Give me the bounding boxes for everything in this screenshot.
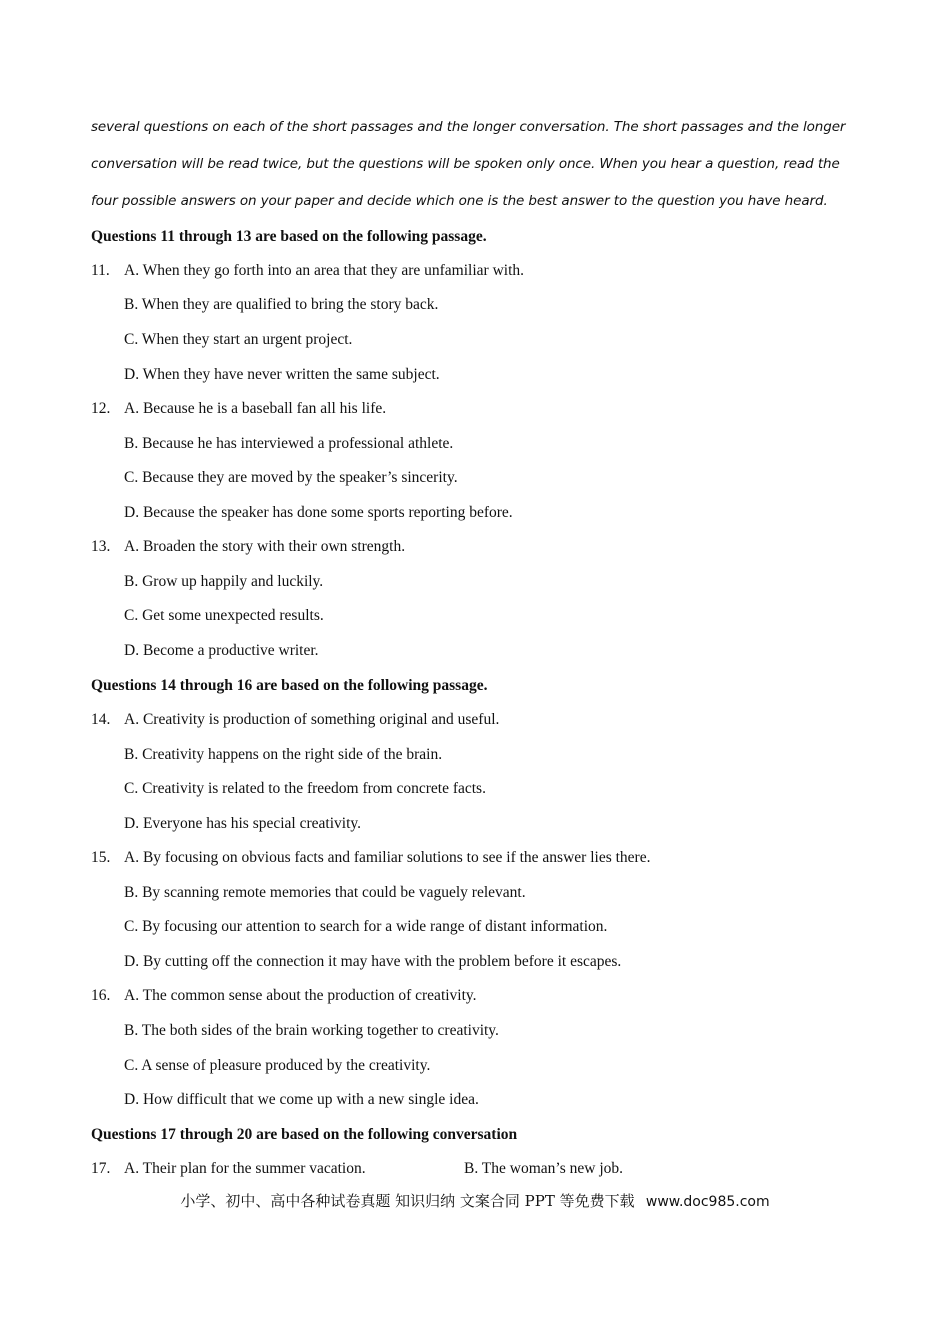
instructions-line-2: conversation will be read twice, but the questions will be spoken only once. When you hear a question, read the xyxy=(91,156,840,172)
option-b: B. Grow up happily and luckily. xyxy=(124,573,324,590)
option-c: C. Because they are moved by the speaker’s sincerity. xyxy=(124,469,458,486)
footer-text: 小学、初中、高中各种试卷真题 知识归纳 文案合同 PPT 等免费下载 xyxy=(180,1192,635,1210)
option-b: B. When they are qualified to bring the story back. xyxy=(124,296,439,313)
option-d: D. Because the speaker has done some sports reporting before. xyxy=(124,504,513,521)
option-a: A. The common sense about the production of creativity. xyxy=(124,987,477,1004)
option-b: B. The both sides of the brain working together to creativity. xyxy=(124,1022,499,1039)
option-d: D. Become a productive writer. xyxy=(124,642,319,659)
instructions-line-1: several questions on each of the short passages and the longer conversation. The short passages and the longer xyxy=(91,119,846,135)
question-number: 16. xyxy=(91,987,111,1004)
question-number: 15. xyxy=(91,849,111,866)
question-number: 13. xyxy=(91,538,111,555)
section-heading: Questions 17 through 20 are based on the following conversation xyxy=(91,1126,518,1143)
option-c: C. A sense of pleasure produced by the creativity. xyxy=(124,1057,431,1074)
question-number: 12. xyxy=(91,400,111,417)
option-a: A. When they go forth into an area that they are unfamiliar with. xyxy=(124,262,524,279)
question-number: 17. xyxy=(91,1160,111,1177)
option-d: D. Everyone has his special creativity. xyxy=(124,815,362,832)
option-d: D. How difficult that we come up with a new single idea. xyxy=(124,1091,479,1108)
page-footer xyxy=(0,1190,950,1213)
section-heading: Questions 11 through 13 are based on the following passage. xyxy=(91,228,487,245)
question-number: 14. xyxy=(91,711,111,728)
option-d: D. By cutting off the connection it may have with the problem before it escapes. xyxy=(124,953,622,970)
option-a: A. Creativity is production of something original and useful. xyxy=(124,711,500,728)
option-d: D. When they have never written the same subject. xyxy=(124,366,440,383)
footer-url[interactable]: www.doc985.com xyxy=(645,1194,770,1210)
option-a: A. Broaden the story with their own strength. xyxy=(124,538,406,555)
option-c: C. Get some unexpected results. xyxy=(124,607,324,624)
question-number: 11. xyxy=(91,262,110,279)
instructions-line-3: four possible answers on your paper and decide which one is the best answer to the question you have heard. xyxy=(91,193,828,209)
option-c: C. By focusing our attention to search for a wide range of distant information. xyxy=(124,918,608,935)
option-a: A. Because he is a baseball fan all his life. xyxy=(124,400,387,417)
option-b: B. Creativity happens on the right side of the brain. xyxy=(124,746,443,763)
section-heading: Questions 14 through 16 are based on the following passage. xyxy=(91,677,488,694)
option-b: B. The woman’s new job. xyxy=(464,1160,624,1177)
option-b: B. By scanning remote memories that could be vaguely relevant. xyxy=(124,884,526,901)
option-a: A. By focusing on obvious facts and familiar solutions to see if the answer lies there. xyxy=(124,849,651,866)
option-a: A. Their plan for the summer vacation. xyxy=(124,1160,366,1177)
option-b: B. Because he has interviewed a professional athlete. xyxy=(124,435,454,452)
option-c: C. When they start an urgent project. xyxy=(124,331,353,348)
option-c: C. Creativity is related to the freedom from concrete facts. xyxy=(124,780,486,797)
